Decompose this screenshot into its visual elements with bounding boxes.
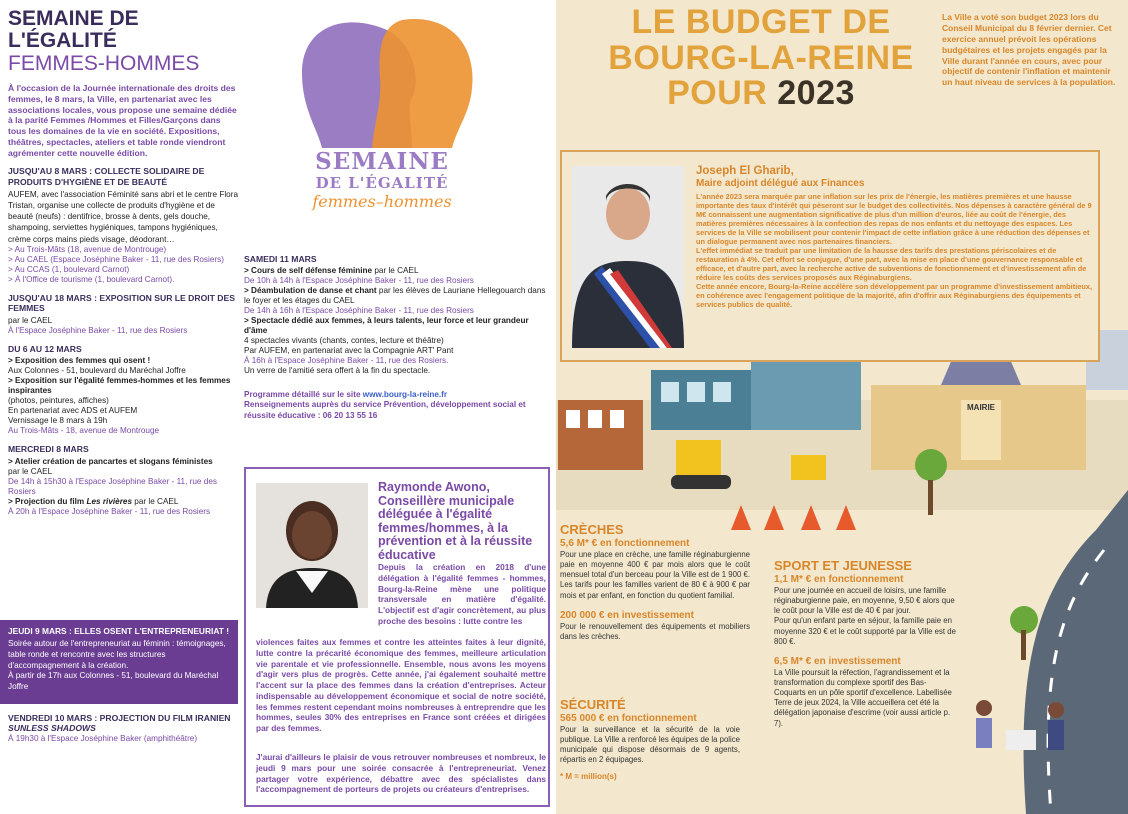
joseph-box xyxy=(560,150,1100,362)
creches-title: CRÈCHES xyxy=(560,522,624,537)
joseph-role: Maire adjoint délégué aux Finances xyxy=(696,178,865,189)
raymonde-box xyxy=(244,467,550,807)
budget-page xyxy=(556,0,1128,814)
site-link[interactable]: www.bourg-la-reine.fr xyxy=(362,390,448,400)
creches-text-2: Pour le renouvellement des équipements et mobiliers dans les crèches. xyxy=(560,621,750,641)
section-collecte-title: JUSQU'AU 8 MARS : COLLECTE SOLIDAIRE DE PRODUITS D'HYGIÈNE ET DE BEAUTÉ xyxy=(8,166,205,187)
section-collecte-text: AUFEM, avec l'association Féminité sans abri et le centre Flora Tristan, organise une collecte de produits d'hygiène et de beauté (neufs) : dentifrice, brosse à dents, gels douche, shampoing, serviettes hygiéniques, tampons hygiéniques, crème corps mains pieds visage, déodorant… xyxy=(8,190,238,244)
budget-title-1: LE BUDGET DE xyxy=(631,3,891,41)
page-subtitle: FEMMES-HOMMES xyxy=(8,52,200,76)
expo-egalite-location: Au Trois-Mâts - 18, avenue de Montrouge xyxy=(8,426,160,436)
securite-title: SÉCURITÉ xyxy=(560,697,626,712)
sport-text-2: Pour qu'un enfant parte en séjour, la famille paie en moyenne 320 € et le coût supporté par la Ville est de 800 €. xyxy=(774,616,956,646)
collecte-location-1: > Au Trois-Mâts (18, avenue de Montrouge) xyxy=(8,244,167,254)
samedi-title: SAMEDI 11 MARS xyxy=(244,254,317,264)
event-logo xyxy=(262,8,502,218)
mairie-sign: MAIRIE xyxy=(967,403,995,412)
logo-line3: femmes–hommes xyxy=(312,192,452,212)
budget-title-2: BOURG-LA-REINE xyxy=(608,38,914,77)
budget-title: LE BUDGET DE BOURG-LA-REINE POUR 2023 xyxy=(596,5,926,112)
securite-text: Pour la surveillance et la sécurité de la voie publique. La Ville a renforcé les équipes de la police municipale qui dispose désormais de 9 agents, répartis en 2 équipages. xyxy=(560,725,740,765)
expo-droit-text: par le CAEL xyxy=(8,315,53,325)
sport-fonctionnement: 1,1 M* € en fonctionnement xyxy=(774,573,904,585)
expo-droit-location: À l'Espace Joséphine Baker - 11, rue des Rosiers xyxy=(8,325,188,335)
collecte-location-3: > Au CCAS (1, boulevard Carnot) xyxy=(8,264,130,274)
budget-intro: La Ville a voté son budget 2023 lors du Conseil Municipal du 8 février dernier. Cet exercice annuel prévoit les opérations budgétaires et les projets engagés par la Ville durant l'année en cours, avec pour objectif de contenir l'inflation et maintenir un haut niveau de services à la population. xyxy=(942,12,1116,88)
raymonde-text-top: Depuis la création en 2018 d'une délégation à l'égalité femmes - hommes, Bourg-la-Reine mène une politique transversale en matière d'égalité. L'objectif est d'agir concrètement, au plus proche des besoins : lutte contre les xyxy=(378,562,546,626)
securite-fonctionnement: 565 000 € en fonctionnement xyxy=(560,712,697,724)
middle-column: SAMEDI 11 MARS > Cours de self défense féminine par le CAEL De 10h à 14h à l'Espace Joséphine Baker - 11, rue des Rosiers > Déambulation de danse et chant par les élèves de Lauriane Hellegouarch dans le foyer et les étages du CAEL De 14h à 16h à l'Espace Joséphine Baker - 11, rue des Rosiers > Spectacle dédié aux femmes, à leurs talents, leur force et leur grandeur d'âme 4 spectacles vivants (chants, contes, lecture et théâtre) Par AUFEM, en partenariat avec la Compagnie ART' Pant À 16h à l'Espace Joséphine Baker - 11, rue des Rosiers. Un verre de l'amitié sera offert à la fin du spectacle. Programme détaillé sur le site www.bourg-la-reine.fr Renseignements auprès du service Prévention, développement social et réussite éducative : 06 20 13 55 16 xyxy=(244,254,546,421)
section-expo-droit-title: JUSQU'AU 18 MARS : EXPOSITION SUR LE DROIT DES FEMMES xyxy=(8,292,235,314)
atelier-by: par le CAEL xyxy=(8,466,53,476)
joseph-photo xyxy=(572,166,684,348)
portrait-woman-icon xyxy=(256,483,368,608)
entrepreneuriat-title: JEUDI 9 MARS : ELLES OSENT L'ENTREPRENEURIAT ! xyxy=(8,626,229,636)
atelier-pancartes: > Atelier création de pancartes et slogans féministes xyxy=(8,456,213,466)
intro-text: À l'occasion de la Journée internationale des droits des femmes, le 8 mars, la Ville, en partenariat avec les associations locales, vous propose une semaine dédiée à la parité Femmes /Hommes et Filles/Garçons dans tous les domaines de la vie en société. Expositions, théâtres, spectacles, ateliers et table ronde viendront agrémenter cette nouvelle édition. xyxy=(8,83,237,158)
atelier-location: De 14h à 15h30 à l'Espace Joséphine Baker - 11, rue des Rosiers xyxy=(8,476,217,496)
sport-title: SPORT ET JEUNESSE xyxy=(774,558,912,573)
left-column xyxy=(8,8,238,517)
logo-line2: DE L'ÉGALITÉ xyxy=(315,174,449,193)
joseph-name: Joseph El Gharib, xyxy=(696,165,794,177)
sport-text-3: La Ville poursuit la réfection, l'agrandissement et la transformation du complexe sportif des Bas-Coquarts en un pôle sportif d'excellence. Labellisée Terre de jeux 2024, la Ville accueillera cet été la délégation japonaise d'escrime (voir aussi article p. 7). xyxy=(774,667,952,728)
joseph-text: L'année 2023 sera marquée par une inflation sur les prix de l'énergie, les matières premières et une hausse importante des taux d'intérêt qui pèseront sur le budget des collectivités. Nos dépenses à caractère général de 9 M€ connaissent une augmentation significative de plus d'un million d'euros, liée au coût de l'énergie, des matières premières nécessaires à la confection des repas de nos enfants et du nettoyage des espaces. Les services de la Ville se mobilisent pour contenir l'impact de cette inflation grâce à une réduction des dépenses et un dialogue permanent avec nos partenaires financiers. L'effet immédiat se traduit par une limitation de la hausse des tarifs des prestations périscolaires et de restauration à 4%. Cet effort se conjugue, d'une part, avec la mise en place d'une gouvernance responsable et efficace, et d'autre part, avec la recherche active de subventions de fonctionnement et d'investissement afin de réduire les coûts des services proposés aux Réginaburgiens. Cette année encore, Bourg-la-Reine accélère son développement par un programme d'investissement ambitieux, en cohérence avec l'engagement politique de la majorité, afin d'offrir aux Réginaburgiens des équipements et services publics de qualité. xyxy=(696,192,1093,310)
vendredi-location: À 19h30 à l'Espace Joséphine Baker (amphithéâtre) xyxy=(8,733,198,743)
programme-line: Programme détaillé sur le site www.bourg-la-reine.fr xyxy=(244,390,448,400)
sport-investissement: 6,5 M* € en investissement xyxy=(774,655,901,667)
expo-osent: > Exposition des femmes qui osent ! xyxy=(8,356,151,366)
expo-egalite: > Exposition sur l'égalité femmes-hommes et les femmes inspirantes xyxy=(8,376,231,396)
raymonde-text-2: J'aurai d'ailleurs le plaisir de vous retrouver nombreuses et nombreux, le jeudi 9 mars pour une soirée consacrée à l'entrepreneuriat. Venez partager votre expérience, débattre avec des spécialistes dans l'accompagnement de porteurs de projets ou créateurs d'entreprises. xyxy=(256,752,546,795)
section-6-12-title: DU 6 AU 12 MARS xyxy=(8,343,82,354)
securite-section xyxy=(560,697,740,781)
creches-fonctionnement: 5,6 M* € en fonctionnement xyxy=(560,537,690,549)
vendredi-section xyxy=(8,713,240,744)
vendredi-title: VENDREDI 10 MARS : PROJECTION DU FILM IRANIEN xyxy=(8,713,231,723)
projection-location: À 20h à l'Espace Joséphine Baker - 11, rue des Rosiers xyxy=(8,506,211,516)
raymonde-text-bottom: violences faites aux femmes et contre les atteintes faites à leur dignité, lutte contre la précarité économique des femmes, meilleure articulation vie parentale et vie professionnelle. Ensemble, nous avons les moyens d'agir vers plus de progrès. Cette année, j'ai également souhaité mettre l'accent sur la place des femmes dans la création d'entreprises. Acteur indispensable au développement économique et social de notre société, les femmes restent cependant moins nombreuses à entreprendre que les hommes, seules 30% des entreprises en France sont créées et dirigées par des femmes. xyxy=(256,637,546,734)
vendredi-film: SUNLESS SHADOWS xyxy=(8,723,96,734)
footnote: * M = million(s) xyxy=(560,771,617,781)
collecte-location-4: > À l'Office de tourisme (1, boulevard Carnot). xyxy=(8,274,175,284)
creches-text: Pour une place en crèche, une famille réginaburgienne paie en moyenne 400 € par mois alors que le coût mensuel total d'un berceau pour la Ville est de 1 900 €. Les tarifs pour les familles varient de 80 € à 900 € par mois et par enfant, en fonction du quotient familial. xyxy=(560,550,750,600)
renseignements: Renseignements auprès du service Prévention, développement social et réussite éducative : 06 20 13 55 16 xyxy=(244,400,526,421)
raymonde-role: Conseillère municipale déléguée à l'égalité femmes/hommes, à la prévention et à la réussite éducative xyxy=(378,493,533,562)
sport-section xyxy=(774,558,956,729)
raymonde-photo xyxy=(256,483,368,608)
expo-egalite-partner: En partenariat avec ADS et AUFEM xyxy=(8,406,138,416)
creches-section xyxy=(560,522,750,642)
entrepreneuriat-location: À partir de 17h aux Colonnes - 51, boulevard du Maréchal Joffre xyxy=(8,671,219,691)
section-8-mars-title: MERCREDI 8 MARS xyxy=(8,444,89,455)
self-defense-location: De 10h à 14h à l'Espace Joséphine Baker - 11, rue des Rosiers xyxy=(244,276,474,286)
budget-year: 2023 xyxy=(777,74,855,113)
spectacle-title: > Spectacle dédié aux femmes, à leurs talents, leur force et leur grandeur d'âme xyxy=(244,316,529,336)
logo-line1: SEMAINE xyxy=(315,148,449,175)
expo-egalite-media: (photos, peintures, affiches) xyxy=(8,396,109,406)
expo-osent-location: Aux Colonnes - 51, boulevard du Maréchal Joffre xyxy=(8,366,186,376)
entrepreneuriat-box xyxy=(0,620,238,704)
raymonde-name: Raymonde Awono, xyxy=(378,480,490,494)
collecte-location-2: > Au CAEL (Espace Joséphine Baker - 11, rue des Rosiers) xyxy=(8,254,224,264)
entrepreneuriat-text: Soirée autour de l'entrepreneuriat au féminin : témoignages, table ronde et rencontre avec les structures d'accompagnement à la création. xyxy=(8,639,226,670)
projection-rivieres: > Projection du film Les rivières par le CAEL xyxy=(8,496,179,506)
creches-investissement: 200 000 € en investissement xyxy=(560,609,694,621)
sport-text-1: Pour une journée en accueil de loisirs, une famille réginaburgienne paie, en moyenne, 9,50 € alors que le coût pour la Ville est de 40 € par jour. xyxy=(774,586,955,616)
expo-egalite-vernissage: Vernissage le 8 mars à 19h xyxy=(8,416,108,426)
page-title: SEMAINE DE L'ÉGALITÉ xyxy=(8,7,139,53)
portrait-man-icon xyxy=(572,166,684,348)
danse-location: De 14h à 16h à l'Espace Joséphine Baker - 11, rue des Rosiers xyxy=(244,306,474,316)
